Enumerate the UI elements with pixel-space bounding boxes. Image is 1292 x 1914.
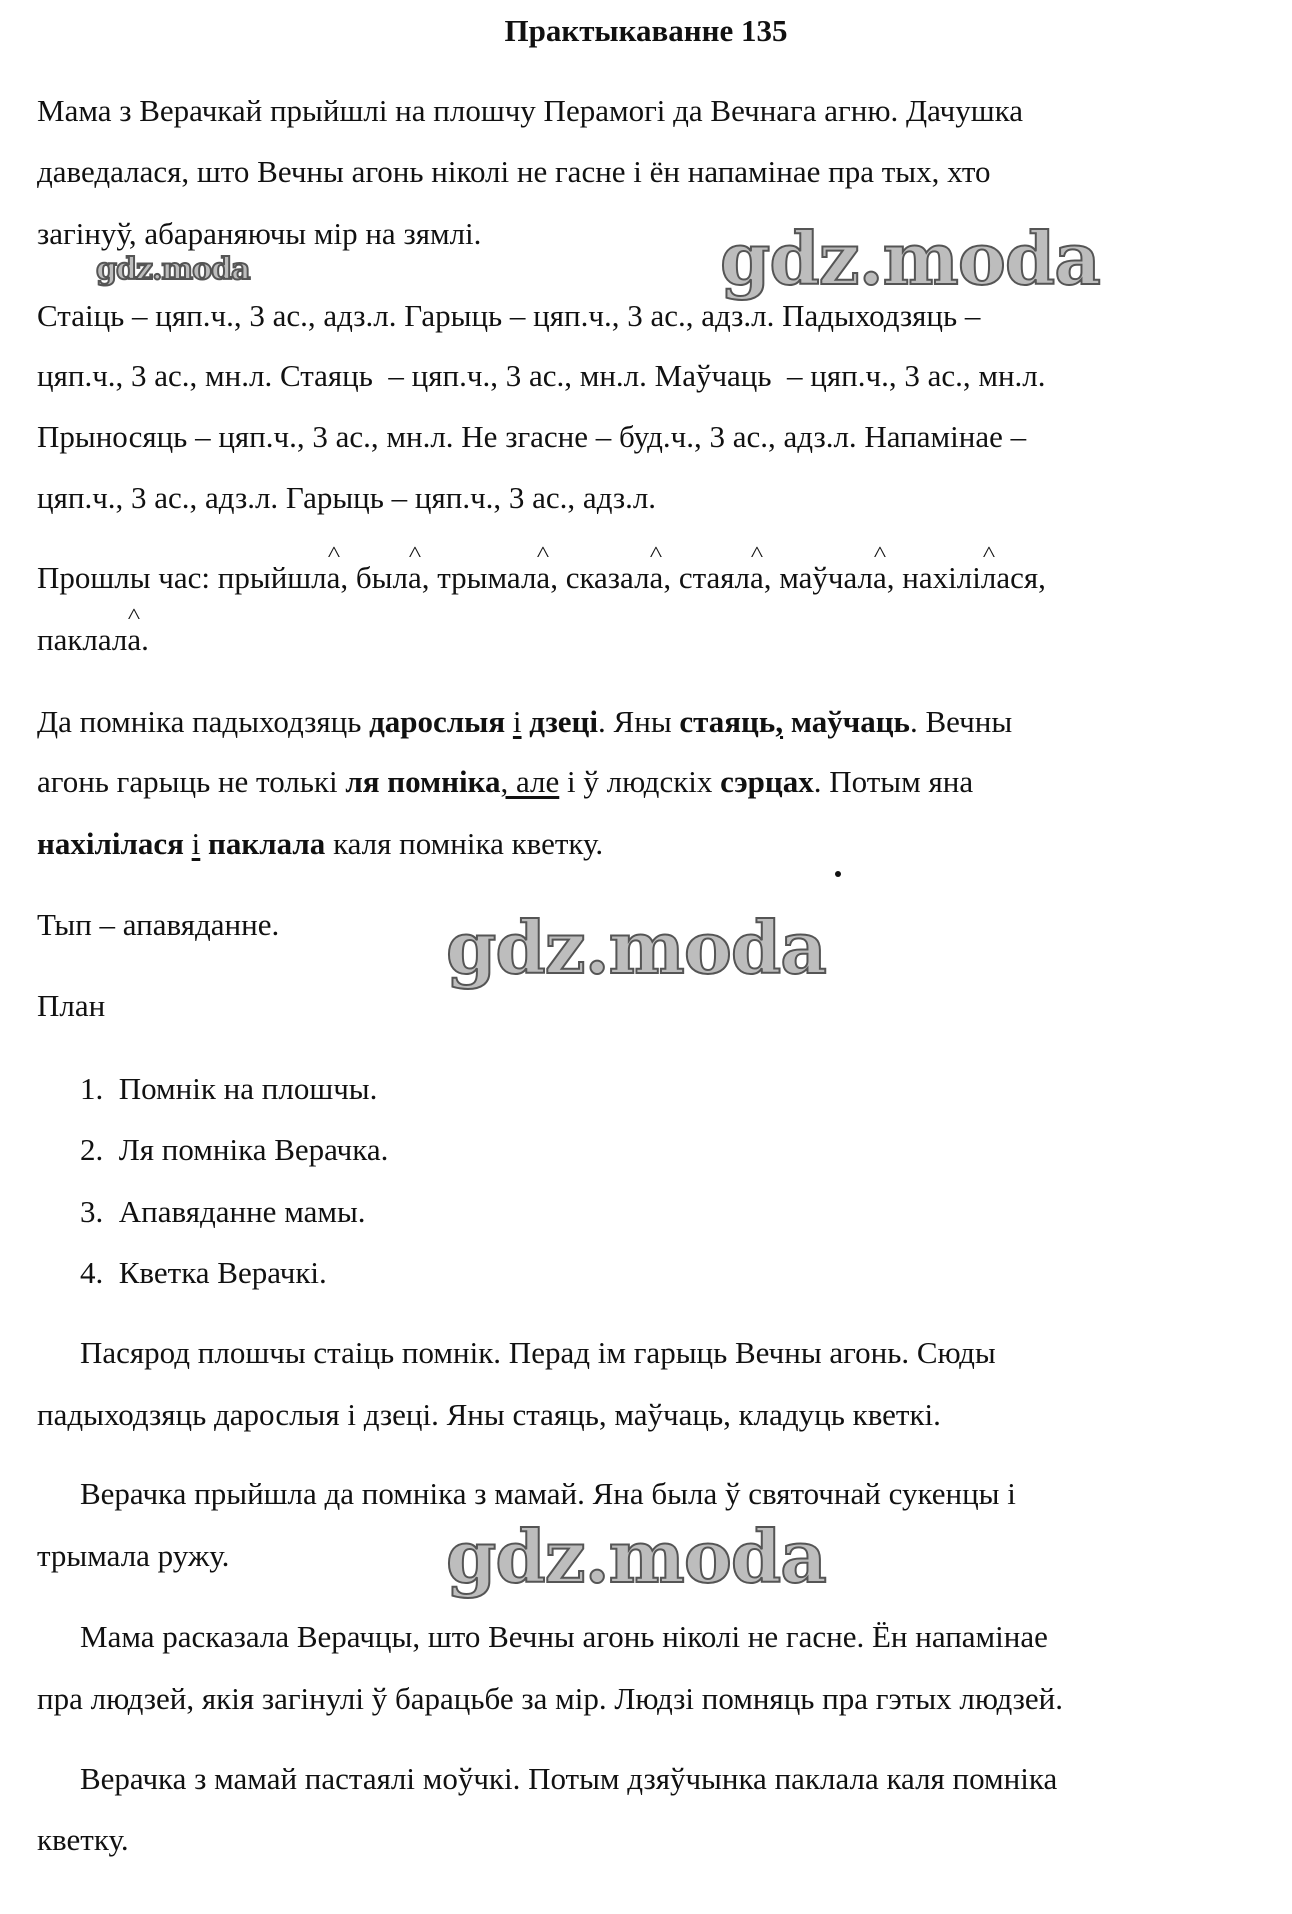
text-line-type [37,905,279,945]
text-segment: Пасярод плошчы стаіць помнік. Перад ім гарыць Вечны агонь. Сюды [80,1335,996,1370]
text-line-t2-1 [80,1474,1016,1514]
bold-text: нахілілася [37,826,184,861]
text-line-s-2 [37,762,973,802]
text-line-s-3 [37,824,603,864]
text-line-t2-2 [37,1536,229,1576]
text-segment: . Потым яна [813,764,974,799]
text-segment: 1. Помнік на плошчы. [80,1071,378,1106]
text-line-p1-2 [37,152,990,192]
text-line-plan [37,986,105,1026]
text-segment: . Вечны [909,704,1013,739]
stressed-letter: ^ а [127,620,141,660]
text-segment: каля помніка кветку. [325,826,604,861]
text-segment: , нахілі [886,560,981,595]
bold-text: дарослыя [369,704,506,739]
text-segment: паклал [37,622,128,657]
text-segment: даведалася, што Вечны агонь ніколі не гасне і ён напамінае пра тых, хто [37,154,991,189]
text-segment: , але [500,764,560,799]
text-segment: цяп.ч., 3 ас., адз.л. Гарыць – цяп.ч., 3 ас., адз.л. [37,480,657,515]
text-line-plan-4 [80,1253,327,1293]
text-segment: Да помніка падыходзяць [37,704,370,739]
text-segment: Прыносяць – цяп.ч., 3 ас., мн.л. Не згасне – буд.ч., 3 ас., адз.л. Напамінае – [37,419,1027,454]
text-line-t4-2 [37,1820,129,1860]
text-line-m-4 [37,478,656,518]
text-segment: пра людзей, якія загінулі ў барацьбе за мір. Людзі помняць пра гэтых людзей. [37,1681,1063,1716]
text-line-t3-1 [80,1617,1048,1657]
text-segment: , стаял [663,560,750,595]
text-segment: , сказал [550,560,650,595]
bold-text: маўчаць [783,704,910,739]
stressed-letter: ^ л [981,558,996,598]
text-segment: , трымал [421,560,537,595]
text-segment: 3. Апавяданне мамы. [80,1194,366,1229]
bold-text: , [775,704,784,739]
text-line-p1-1 [37,91,1023,131]
bold-text: стаяць [679,704,776,739]
stray-dot [835,871,841,877]
watermark-logo: gdz.moda [720,216,1100,301]
text-segment: . Яны [598,704,680,739]
text-segment: , маўчал [763,560,874,595]
text-segment: 2. Ля помніка Верачка. [80,1132,389,1167]
text-segment: 4. Кветка Верачкі. [80,1255,327,1290]
text-segment: і [512,704,522,739]
bold-text: ля помніка [345,764,501,799]
text-segment: Мама з Верачкай прыйшлі на плошчу Перамогі да Вечнага агню. Дачушка [37,93,1023,128]
watermark-logo: gdz.moda [446,1514,826,1599]
text-segment: Прошлы час: прыйшл [37,560,327,595]
bold-text: дзеці [529,704,599,739]
bold-text: паклала [208,826,326,861]
text-segment: загінуў, абараняючы мір на зямлі. [37,216,482,251]
text-segment: Стаіць – цяп.ч., 3 ас., адз.л. Гарыць – цяп.ч., 3 ас., адз.л. Падыходзяць – [37,298,981,333]
text-segment: Верачка прыйшла да помніка з мамай. Яна была ў святочнай сукенцы і [80,1476,1016,1511]
text-line-past-1 [37,558,1046,598]
text-segment: падыходзяць дарослыя і дзеці. Яны стаяць, маўчаць, кладуць кветкі. [37,1397,941,1432]
text-segment: Верачка з мамай пастаялі моўчкі. Потым дзяўчынка паклала каля помніка [80,1761,1058,1796]
text-segment: трымала ружу. [37,1538,230,1573]
text-line-m-1 [37,296,980,336]
page-title: Практыкаванне 135 [504,13,788,48]
text-segment: цяп.ч., 3 ас., мн.л. Стаяць – цяп.ч., 3 ас., мн.л. Маўчаць – цяп.ч., 3 ас., мн.л. [37,358,1046,393]
stressed-letter: ^ а [650,558,664,598]
text-segment: . [141,622,149,657]
text-line-t3-2 [37,1679,1063,1719]
text-line-plan-3 [80,1192,366,1232]
text-line-plan-1 [80,1069,377,1109]
stressed-letter: ^ а [536,558,550,598]
text-line-s-1 [37,702,1012,742]
text-line-m-2 [37,356,1046,396]
text-line-t1-1 [80,1333,996,1373]
text-segment [200,826,208,861]
text-line-plan-2 [80,1130,388,1170]
text-line-t4-1 [80,1759,1057,1799]
text-segment: Мама расказала Верачцы, што Вечны агонь ніколі не гасне. Ён напамінае [80,1619,1048,1654]
text-segment: агонь гарыць не толькі [37,764,346,799]
watermark-logo: gdz.moda [446,905,826,990]
watermark-logo: gdz.moda [96,252,250,287]
stressed-letter: ^ а [408,558,422,598]
text-segment: і ў людскіх [559,764,721,799]
stressed-letter: ^ а [327,558,341,598]
text-line-m-3 [37,417,1026,457]
text-segment: кветку. [37,1822,129,1857]
text-line-past-2 [37,620,149,660]
text-segment: Тып – апавяданне. [37,907,280,942]
text-segment [184,826,192,861]
text-segment: , был [340,560,408,595]
text-segment: План [37,988,106,1023]
stressed-letter: ^ а [750,558,764,598]
text-segment: і [191,826,201,861]
bold-text: сэрцах [720,764,814,799]
text-segment: ася, [996,560,1046,595]
stressed-letter: ^ а [873,558,887,598]
text-segment [505,704,513,739]
text-line-t1-2 [37,1395,941,1435]
text-line-p1-3 [37,214,481,254]
